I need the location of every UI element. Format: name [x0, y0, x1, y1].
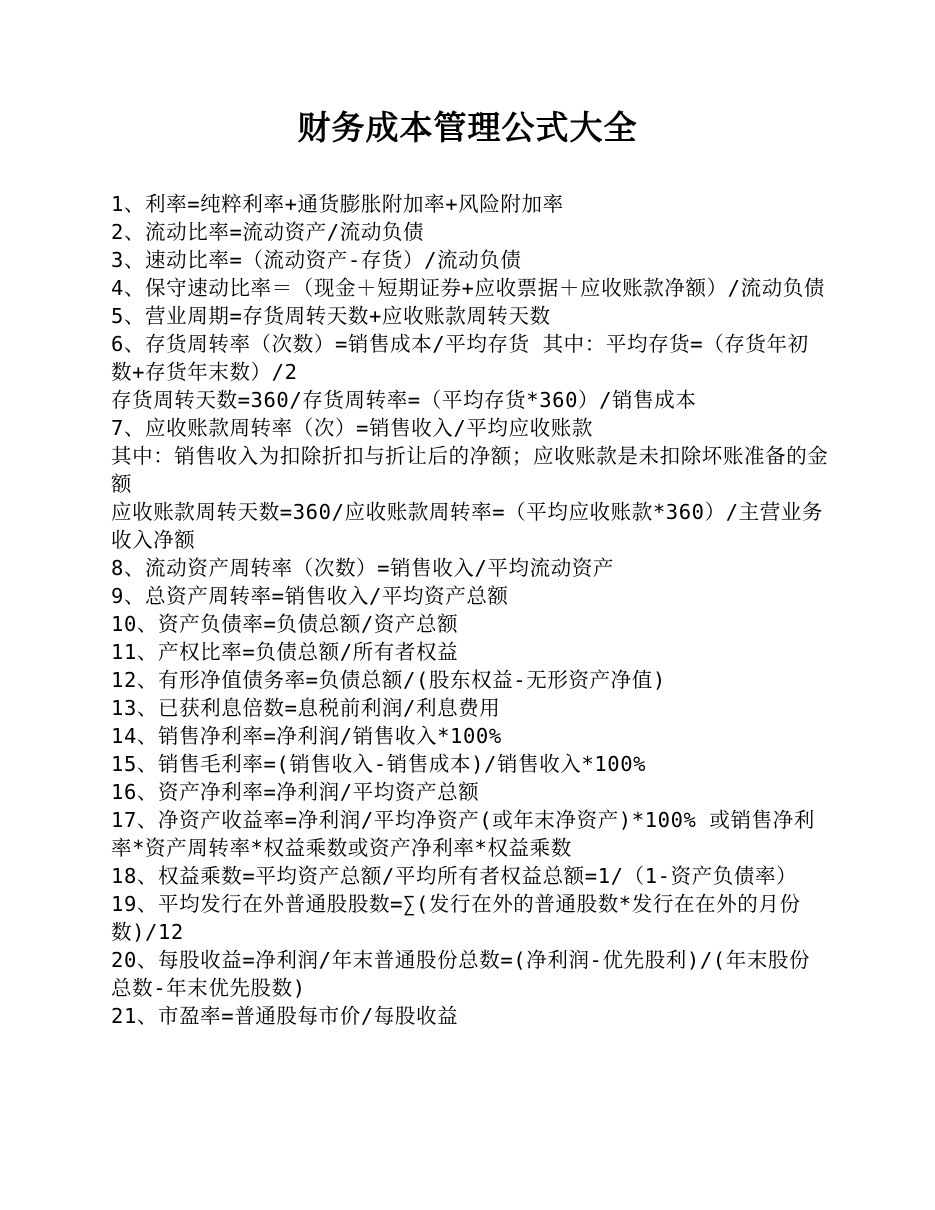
- formula-line: 18、权益乘数=平均资产总额/平均所有者权益总额=1/（1-资产负债率）: [111, 864, 798, 888]
- formula-line: 5、营业周期=存货周转天数+应收账款周转天数: [111, 304, 551, 328]
- formula-line: 20、每股收益=净利润/年末普通股份总数=(净利润-优先股利)/(年末股份总数-年末优先股数): [111, 948, 811, 1000]
- formula-line: 15、销售毛利率=(销售收入-销售成本)/销售收入*100%: [111, 752, 647, 776]
- formula-line: 6、存货周转率（次数）=销售成本/平均存货 其中：平均存货=（存货年初数+存货年末数）/2: [111, 332, 809, 384]
- formula-list: [111, 190, 829, 1030]
- formula-line: 2、流动比率=流动资产/流动负债: [111, 220, 425, 244]
- formula-line: 13、已获利息倍数=息税前利润/利息费用: [111, 696, 501, 720]
- formula-line: 10、资产负债率=负债总额/资产总额: [111, 612, 459, 636]
- formula-line: 8、流动资产周转率（次数）=销售收入/平均流动资产: [111, 556, 615, 580]
- formula-line: 17、净资产收益率=净利润/平均净资产(或年末净资产)*100% 或销售净利率*资产周转率*权益乘数或资产净利率*权益乘数: [111, 808, 815, 860]
- formula-line: 12、有形净值债务率=负债总额/(股东权益-无形资产净值): [111, 668, 666, 692]
- formula-line: 4、保守速动比率＝（现金＋短期证券+应收票据＋应收账款净额）/流动负债: [111, 276, 826, 300]
- formula-line: 3、速动比率=（流动资产-存货）/流动负债: [111, 248, 522, 272]
- formula-line: 存货周转天数=360/存货周转率=（平均存货*360）/销售成本: [111, 388, 697, 412]
- formula-line: 11、产权比率=负债总额/所有者权益: [111, 640, 459, 664]
- formula-line: 14、销售净利率=净利润/销售收入*100%: [111, 724, 502, 748]
- document-title: 财务成本管理公式大全: [297, 108, 638, 147]
- formula-line: 7、应收账款周转率（次）=销售收入/平均应收账款: [111, 416, 593, 440]
- formula-line: 16、资产净利率=净利润/平均资产总额: [111, 780, 480, 804]
- formula-line: 1、利率=纯粹利率+通货膨胀附加率+风险附加率: [111, 192, 564, 216]
- formula-line: 21、市盈率=普通股每市价/每股收益: [111, 1004, 459, 1028]
- formula-line: 其中：销售收入为扣除折扣与折让后的净额；应收账款是未扣除坏账准备的金额: [111, 444, 829, 496]
- formula-line: 9、总资产周转率=销售收入/平均资产总额: [111, 584, 509, 608]
- formula-line: 应收账款周转天数=360/应收账款周转率=（平均应收账款*360）/主营业务收入净额: [111, 500, 824, 552]
- formula-line: 19、平均发行在外普通股股数=∑(发行在外的普通股数*发行在在外的月份数)/12: [111, 892, 801, 944]
